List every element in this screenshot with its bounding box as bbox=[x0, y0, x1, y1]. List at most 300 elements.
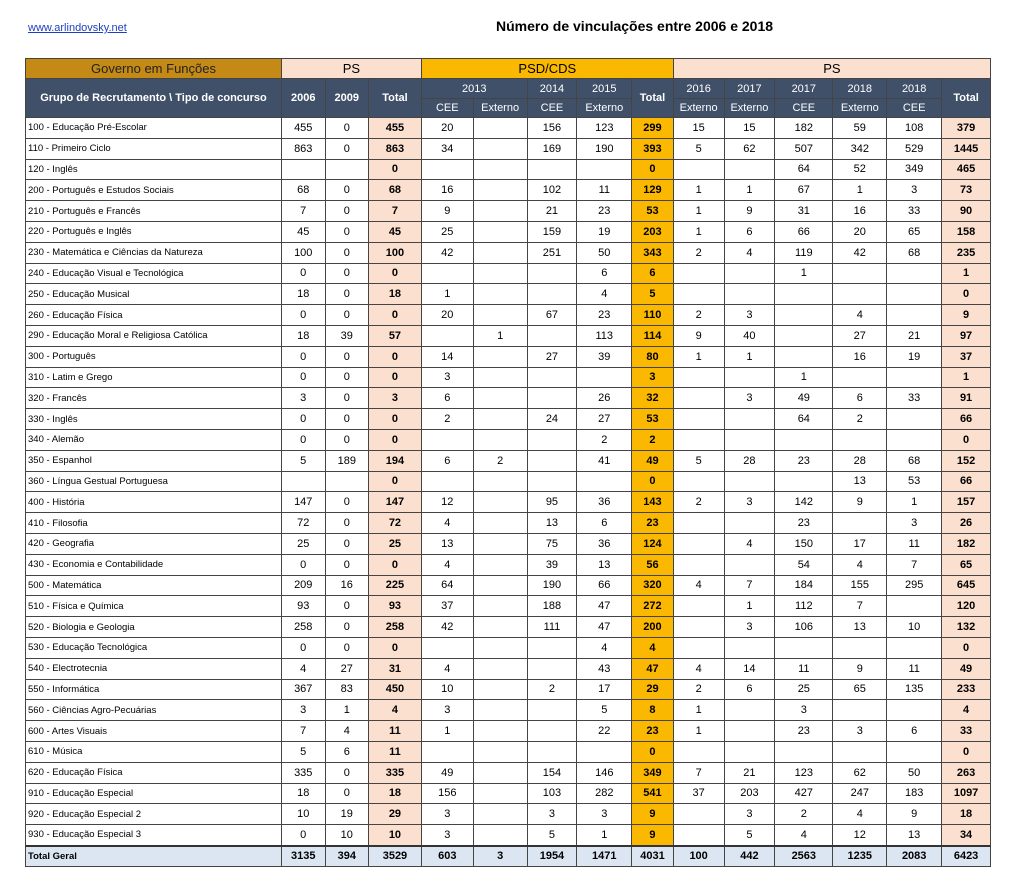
cell-value: 6 bbox=[421, 388, 473, 409]
cell-value bbox=[473, 617, 527, 638]
cell-value: 6 bbox=[421, 450, 473, 471]
cell-value bbox=[473, 429, 527, 450]
cell-value bbox=[887, 305, 942, 326]
table-row bbox=[26, 804, 991, 825]
cell-value: 5 bbox=[527, 825, 577, 846]
cell-value: 0 bbox=[325, 388, 369, 409]
cell-value: 9 bbox=[833, 492, 887, 513]
cell-value: 3 bbox=[724, 804, 775, 825]
cell-value: 0 bbox=[325, 762, 369, 783]
cell-value: 272 bbox=[632, 596, 674, 617]
cell-value: 4 bbox=[724, 242, 775, 263]
cell-value: 68 bbox=[887, 242, 942, 263]
cell-value: 190 bbox=[577, 138, 632, 159]
cell-value: 33 bbox=[942, 721, 991, 742]
cell-value: 68 bbox=[369, 180, 422, 201]
cell-value: 203 bbox=[724, 783, 775, 804]
row-label: 620 - Educação Física bbox=[26, 762, 282, 783]
cell-value bbox=[724, 409, 775, 430]
cell-value bbox=[473, 263, 527, 284]
cell-value bbox=[527, 263, 577, 284]
cell-value: 42 bbox=[833, 242, 887, 263]
cell-value: 200 bbox=[632, 617, 674, 638]
cell-value: 3 bbox=[421, 804, 473, 825]
cell-value bbox=[527, 658, 577, 679]
cell-value: 427 bbox=[775, 783, 833, 804]
cell-value bbox=[887, 596, 942, 617]
cell-value: 0 bbox=[369, 367, 422, 388]
cell-value: 23 bbox=[775, 721, 833, 742]
cell-value: 158 bbox=[942, 221, 991, 242]
cell-value: 3 bbox=[281, 700, 325, 721]
cell-value: 22 bbox=[577, 721, 632, 742]
row-label: 100 - Educação Pré-Escolar bbox=[26, 118, 282, 139]
cell-value: 67 bbox=[527, 305, 577, 326]
cell-value: 1 bbox=[673, 180, 724, 201]
total-value: 3 bbox=[473, 846, 527, 867]
cell-value bbox=[775, 471, 833, 492]
cell-value: 157 bbox=[942, 492, 991, 513]
table-row bbox=[26, 596, 991, 617]
row-label: 310 - Latim e Grego bbox=[26, 367, 282, 388]
cell-value: 13 bbox=[421, 533, 473, 554]
cell-value: 12 bbox=[421, 492, 473, 513]
cell-value: 0 bbox=[369, 637, 422, 658]
cell-value bbox=[673, 637, 724, 658]
cell-value: 4 bbox=[325, 721, 369, 742]
cell-value: 6 bbox=[632, 263, 674, 284]
row-label: 510 - Física e Química bbox=[26, 596, 282, 617]
cell-value: 9 bbox=[632, 804, 674, 825]
cell-value: 7 bbox=[673, 762, 724, 783]
table-row bbox=[26, 159, 991, 180]
row-label: 530 - Educação Tecnológica bbox=[26, 637, 282, 658]
cell-value: 47 bbox=[577, 617, 632, 638]
row-label: 540 - Electrotecnia bbox=[26, 658, 282, 679]
cell-value: 4 bbox=[833, 554, 887, 575]
cell-value bbox=[724, 513, 775, 534]
sub-2015-externo: Externo bbox=[577, 99, 632, 118]
cell-value: 5 bbox=[281, 741, 325, 762]
cell-value: 53 bbox=[887, 471, 942, 492]
cell-value: 0 bbox=[325, 596, 369, 617]
cell-value: 4 bbox=[421, 658, 473, 679]
cell-value: 18 bbox=[369, 284, 422, 305]
cell-value bbox=[775, 741, 833, 762]
cell-value: 258 bbox=[369, 617, 422, 638]
cell-value bbox=[673, 284, 724, 305]
table-row bbox=[26, 554, 991, 575]
cell-value: 31 bbox=[369, 658, 422, 679]
cell-value: 0 bbox=[369, 409, 422, 430]
total-value: 100 bbox=[673, 846, 724, 867]
cell-value: 0 bbox=[325, 367, 369, 388]
cell-value: 56 bbox=[632, 554, 674, 575]
cell-value: 65 bbox=[887, 221, 942, 242]
cell-value: 110 bbox=[632, 305, 674, 326]
cell-value: 235 bbox=[942, 242, 991, 263]
row-label: 550 - Informática bbox=[26, 679, 282, 700]
cell-value bbox=[775, 325, 833, 346]
cell-value bbox=[473, 721, 527, 742]
cell-value bbox=[775, 284, 833, 305]
cell-value bbox=[577, 159, 632, 180]
cell-value: 1 bbox=[325, 700, 369, 721]
cell-value bbox=[473, 201, 527, 222]
year-2018a-header: 2018 bbox=[833, 79, 887, 99]
year-2018b-header: 2018 bbox=[887, 79, 942, 99]
cell-value: 11 bbox=[887, 533, 942, 554]
table-row bbox=[26, 263, 991, 284]
table-row bbox=[26, 700, 991, 721]
cell-value: 66 bbox=[577, 575, 632, 596]
cell-value bbox=[421, 637, 473, 658]
cell-value: 36 bbox=[577, 533, 632, 554]
table-row bbox=[26, 721, 991, 742]
cell-value: 42 bbox=[421, 242, 473, 263]
cell-value bbox=[473, 783, 527, 804]
grupo-header: Grupo de Recrutamento \ Tipo de concurso bbox=[26, 79, 282, 118]
cell-value: 154 bbox=[527, 762, 577, 783]
table-row bbox=[26, 346, 991, 367]
cell-value: 113 bbox=[577, 325, 632, 346]
row-label: 340 - Alemão bbox=[26, 429, 282, 450]
cell-value bbox=[887, 741, 942, 762]
cell-value bbox=[473, 741, 527, 762]
cell-value: 28 bbox=[724, 450, 775, 471]
cell-value: 64 bbox=[775, 409, 833, 430]
cell-value: 159 bbox=[527, 221, 577, 242]
cell-value: 12 bbox=[833, 825, 887, 846]
cell-value: 95 bbox=[527, 492, 577, 513]
cell-value: 2 bbox=[421, 409, 473, 430]
cell-value bbox=[724, 741, 775, 762]
cell-value: 4 bbox=[281, 658, 325, 679]
cell-value: 184 bbox=[775, 575, 833, 596]
year-2014-header: 2014 bbox=[527, 79, 577, 99]
row-label: 420 - Geografia bbox=[26, 533, 282, 554]
cell-value bbox=[527, 741, 577, 762]
cell-value: 114 bbox=[632, 325, 674, 346]
cell-value: 2 bbox=[527, 679, 577, 700]
cell-value bbox=[473, 180, 527, 201]
cell-value: 83 bbox=[325, 679, 369, 700]
cell-value: 68 bbox=[281, 180, 325, 201]
cell-value: 209 bbox=[281, 575, 325, 596]
cell-value: 54 bbox=[775, 554, 833, 575]
cell-value: 41 bbox=[577, 450, 632, 471]
cell-value: 0 bbox=[281, 554, 325, 575]
cell-value: 379 bbox=[942, 118, 991, 139]
cell-value bbox=[724, 429, 775, 450]
cell-value: 7 bbox=[724, 575, 775, 596]
table-row bbox=[26, 221, 991, 242]
cell-value: 0 bbox=[325, 221, 369, 242]
table-row bbox=[26, 138, 991, 159]
cell-value: 0 bbox=[325, 637, 369, 658]
cell-value: 7 bbox=[833, 596, 887, 617]
sub-2013-cee: CEE bbox=[421, 99, 473, 118]
cell-value bbox=[673, 533, 724, 554]
cell-value bbox=[473, 138, 527, 159]
year-2013-header: 2013 bbox=[421, 79, 527, 99]
cell-value bbox=[724, 554, 775, 575]
cell-value bbox=[527, 388, 577, 409]
cell-value bbox=[775, 346, 833, 367]
cell-value bbox=[833, 284, 887, 305]
cell-value: 1 bbox=[833, 180, 887, 201]
total-value: 2563 bbox=[775, 846, 833, 867]
cell-value: 342 bbox=[833, 138, 887, 159]
row-label: 910 - Educação Especial bbox=[26, 783, 282, 804]
table-row bbox=[26, 471, 991, 492]
cell-value: 3 bbox=[527, 804, 577, 825]
cell-value: 15 bbox=[724, 118, 775, 139]
cell-value: 3 bbox=[833, 721, 887, 742]
cell-value: 142 bbox=[775, 492, 833, 513]
cell-value: 26 bbox=[577, 388, 632, 409]
cell-value: 1 bbox=[673, 700, 724, 721]
year-2017a-header: 2017 bbox=[724, 79, 775, 99]
row-label: 250 - Educação Musical bbox=[26, 284, 282, 305]
cell-value: 320 bbox=[632, 575, 674, 596]
cell-value: 9 bbox=[632, 825, 674, 846]
cell-value: 1445 bbox=[942, 138, 991, 159]
cell-value: 52 bbox=[833, 159, 887, 180]
table-row bbox=[26, 118, 991, 139]
cell-value: 0 bbox=[325, 305, 369, 326]
total-psd-header: Total bbox=[632, 79, 674, 118]
cell-value: 100 bbox=[281, 242, 325, 263]
cell-value: 31 bbox=[775, 201, 833, 222]
cell-value: 1 bbox=[887, 492, 942, 513]
cell-value bbox=[887, 367, 942, 388]
cell-value: 1 bbox=[577, 825, 632, 846]
cell-value: 343 bbox=[632, 242, 674, 263]
cell-value: 72 bbox=[281, 513, 325, 534]
cell-value: 645 bbox=[942, 575, 991, 596]
cell-value bbox=[673, 617, 724, 638]
total-value: 394 bbox=[325, 846, 369, 867]
cell-value: 106 bbox=[775, 617, 833, 638]
cell-value: 455 bbox=[281, 118, 325, 139]
cell-value: 13 bbox=[527, 513, 577, 534]
cell-value: 23 bbox=[775, 450, 833, 471]
cell-value bbox=[833, 429, 887, 450]
total-value: 2083 bbox=[887, 846, 942, 867]
cell-value: 1 bbox=[724, 180, 775, 201]
cell-value: 10 bbox=[325, 825, 369, 846]
cell-value: 15 bbox=[673, 118, 724, 139]
cell-value: 0 bbox=[325, 533, 369, 554]
table-row bbox=[26, 492, 991, 513]
cell-value: 62 bbox=[833, 762, 887, 783]
cell-value: 188 bbox=[527, 596, 577, 617]
cell-value: 97 bbox=[942, 325, 991, 346]
cell-value: 19 bbox=[325, 804, 369, 825]
total-value: 3529 bbox=[369, 846, 422, 867]
row-label: 220 - Português e Inglês bbox=[26, 221, 282, 242]
cell-value: 203 bbox=[632, 221, 674, 242]
cell-value: 299 bbox=[632, 118, 674, 139]
row-label: 600 - Artes Visuais bbox=[26, 721, 282, 742]
cell-value: 49 bbox=[775, 388, 833, 409]
cell-value: 2 bbox=[673, 679, 724, 700]
cell-value: 349 bbox=[632, 762, 674, 783]
cell-value bbox=[775, 637, 833, 658]
cell-value: 4 bbox=[833, 804, 887, 825]
cell-value bbox=[421, 159, 473, 180]
cell-value: 49 bbox=[421, 762, 473, 783]
row-label: 350 - Espanhol bbox=[26, 450, 282, 471]
cell-value: 156 bbox=[527, 118, 577, 139]
cell-value: 0 bbox=[325, 554, 369, 575]
row-label: 210 - Português e Francês bbox=[26, 201, 282, 222]
cell-value: 23 bbox=[577, 201, 632, 222]
cell-value bbox=[724, 637, 775, 658]
cell-value bbox=[673, 554, 724, 575]
cell-value: 4 bbox=[673, 658, 724, 679]
row-label: 360 - Língua Gestual Portuguesa bbox=[26, 471, 282, 492]
cell-value: 25 bbox=[775, 679, 833, 700]
cell-value: 11 bbox=[369, 721, 422, 742]
table-row bbox=[26, 201, 991, 222]
cell-value: 26 bbox=[942, 513, 991, 534]
table-row bbox=[26, 741, 991, 762]
cell-value: 4 bbox=[724, 533, 775, 554]
cell-value bbox=[473, 492, 527, 513]
cell-value: 2 bbox=[833, 409, 887, 430]
cell-value: 18 bbox=[369, 783, 422, 804]
cell-value: 3 bbox=[421, 367, 473, 388]
cell-value: 29 bbox=[369, 804, 422, 825]
sub-2016-externo: Externo bbox=[673, 99, 724, 118]
cell-value: 1 bbox=[724, 346, 775, 367]
row-label: 500 - Matemática bbox=[26, 575, 282, 596]
cell-value: 1 bbox=[942, 263, 991, 284]
table-row bbox=[26, 284, 991, 305]
cell-value bbox=[833, 700, 887, 721]
cell-value: 10 bbox=[281, 804, 325, 825]
cell-value: 120 bbox=[942, 596, 991, 617]
table-row bbox=[26, 450, 991, 471]
cell-value: 13 bbox=[833, 471, 887, 492]
cell-value: 91 bbox=[942, 388, 991, 409]
cell-value: 5 bbox=[673, 450, 724, 471]
cell-value: 50 bbox=[887, 762, 942, 783]
cell-value: 0 bbox=[325, 263, 369, 284]
cell-value: 455 bbox=[369, 118, 422, 139]
cell-value: 8 bbox=[632, 700, 674, 721]
cell-value: 27 bbox=[833, 325, 887, 346]
cell-value: 155 bbox=[833, 575, 887, 596]
cell-value: 129 bbox=[632, 180, 674, 201]
table-row bbox=[26, 242, 991, 263]
cell-value: 27 bbox=[527, 346, 577, 367]
cell-value bbox=[527, 429, 577, 450]
cell-value: 0 bbox=[281, 305, 325, 326]
sub-2017-externo: Externo bbox=[724, 99, 775, 118]
table-row bbox=[26, 575, 991, 596]
cell-value bbox=[673, 596, 724, 617]
cell-value: 4 bbox=[673, 575, 724, 596]
total-geral-row bbox=[26, 846, 991, 867]
row-label: 300 - Português bbox=[26, 346, 282, 367]
cell-value bbox=[473, 346, 527, 367]
cell-value: 9 bbox=[421, 201, 473, 222]
cell-value: 0 bbox=[281, 346, 325, 367]
cell-value: 225 bbox=[369, 575, 422, 596]
cell-value: 123 bbox=[577, 118, 632, 139]
row-label: 260 - Educação Física bbox=[26, 305, 282, 326]
cell-value: 57 bbox=[369, 325, 422, 346]
site-link[interactable]: www.arlindovsky.net bbox=[28, 22, 127, 34]
total-ps2-header: Total bbox=[942, 79, 991, 118]
cell-value: 10 bbox=[421, 679, 473, 700]
cell-value bbox=[473, 596, 527, 617]
cell-value: 23 bbox=[775, 513, 833, 534]
cell-value bbox=[833, 367, 887, 388]
cell-value: 6 bbox=[833, 388, 887, 409]
cell-value: 25 bbox=[421, 221, 473, 242]
cell-value bbox=[325, 159, 369, 180]
cell-value: 108 bbox=[887, 118, 942, 139]
cell-value: 68 bbox=[887, 450, 942, 471]
cell-value: 111 bbox=[527, 617, 577, 638]
cell-value: 0 bbox=[942, 637, 991, 658]
cell-value: 2 bbox=[673, 492, 724, 513]
row-label: 920 - Educação Especial 2 bbox=[26, 804, 282, 825]
cell-value bbox=[673, 388, 724, 409]
cell-value: 3 bbox=[775, 700, 833, 721]
cell-value: 112 bbox=[775, 596, 833, 617]
cell-value: 251 bbox=[527, 242, 577, 263]
cell-value: 465 bbox=[942, 159, 991, 180]
document-title: Número de vinculações entre 2006 e 2018 bbox=[496, 18, 774, 34]
cell-value: 1 bbox=[673, 201, 724, 222]
cell-value: 62 bbox=[724, 138, 775, 159]
cell-value: 6 bbox=[325, 741, 369, 762]
cell-value: 2 bbox=[577, 429, 632, 450]
cell-value: 66 bbox=[942, 409, 991, 430]
row-label: 930 - Educação Especial 3 bbox=[26, 825, 282, 846]
cell-value: 6 bbox=[577, 513, 632, 534]
cell-value: 40 bbox=[724, 325, 775, 346]
table-row bbox=[26, 617, 991, 638]
cell-value: 18 bbox=[942, 804, 991, 825]
cell-value: 103 bbox=[527, 783, 577, 804]
cell-value: 5 bbox=[724, 825, 775, 846]
cell-value bbox=[673, 825, 724, 846]
cell-value: 20 bbox=[421, 305, 473, 326]
cell-value: 10 bbox=[887, 617, 942, 638]
cell-value: 5 bbox=[281, 450, 325, 471]
cell-value: 0 bbox=[325, 138, 369, 159]
table-row bbox=[26, 825, 991, 846]
cell-value: 13 bbox=[887, 825, 942, 846]
total-ps1-header: Total bbox=[369, 79, 422, 118]
cell-value: 14 bbox=[724, 658, 775, 679]
cell-value bbox=[281, 159, 325, 180]
cell-value: 507 bbox=[775, 138, 833, 159]
cell-value: 2 bbox=[632, 429, 674, 450]
total-value: 6423 bbox=[942, 846, 991, 867]
cell-value bbox=[473, 388, 527, 409]
cell-value: 3 bbox=[724, 617, 775, 638]
cell-value bbox=[577, 741, 632, 762]
cell-value: 0 bbox=[632, 159, 674, 180]
cell-value: 16 bbox=[833, 346, 887, 367]
